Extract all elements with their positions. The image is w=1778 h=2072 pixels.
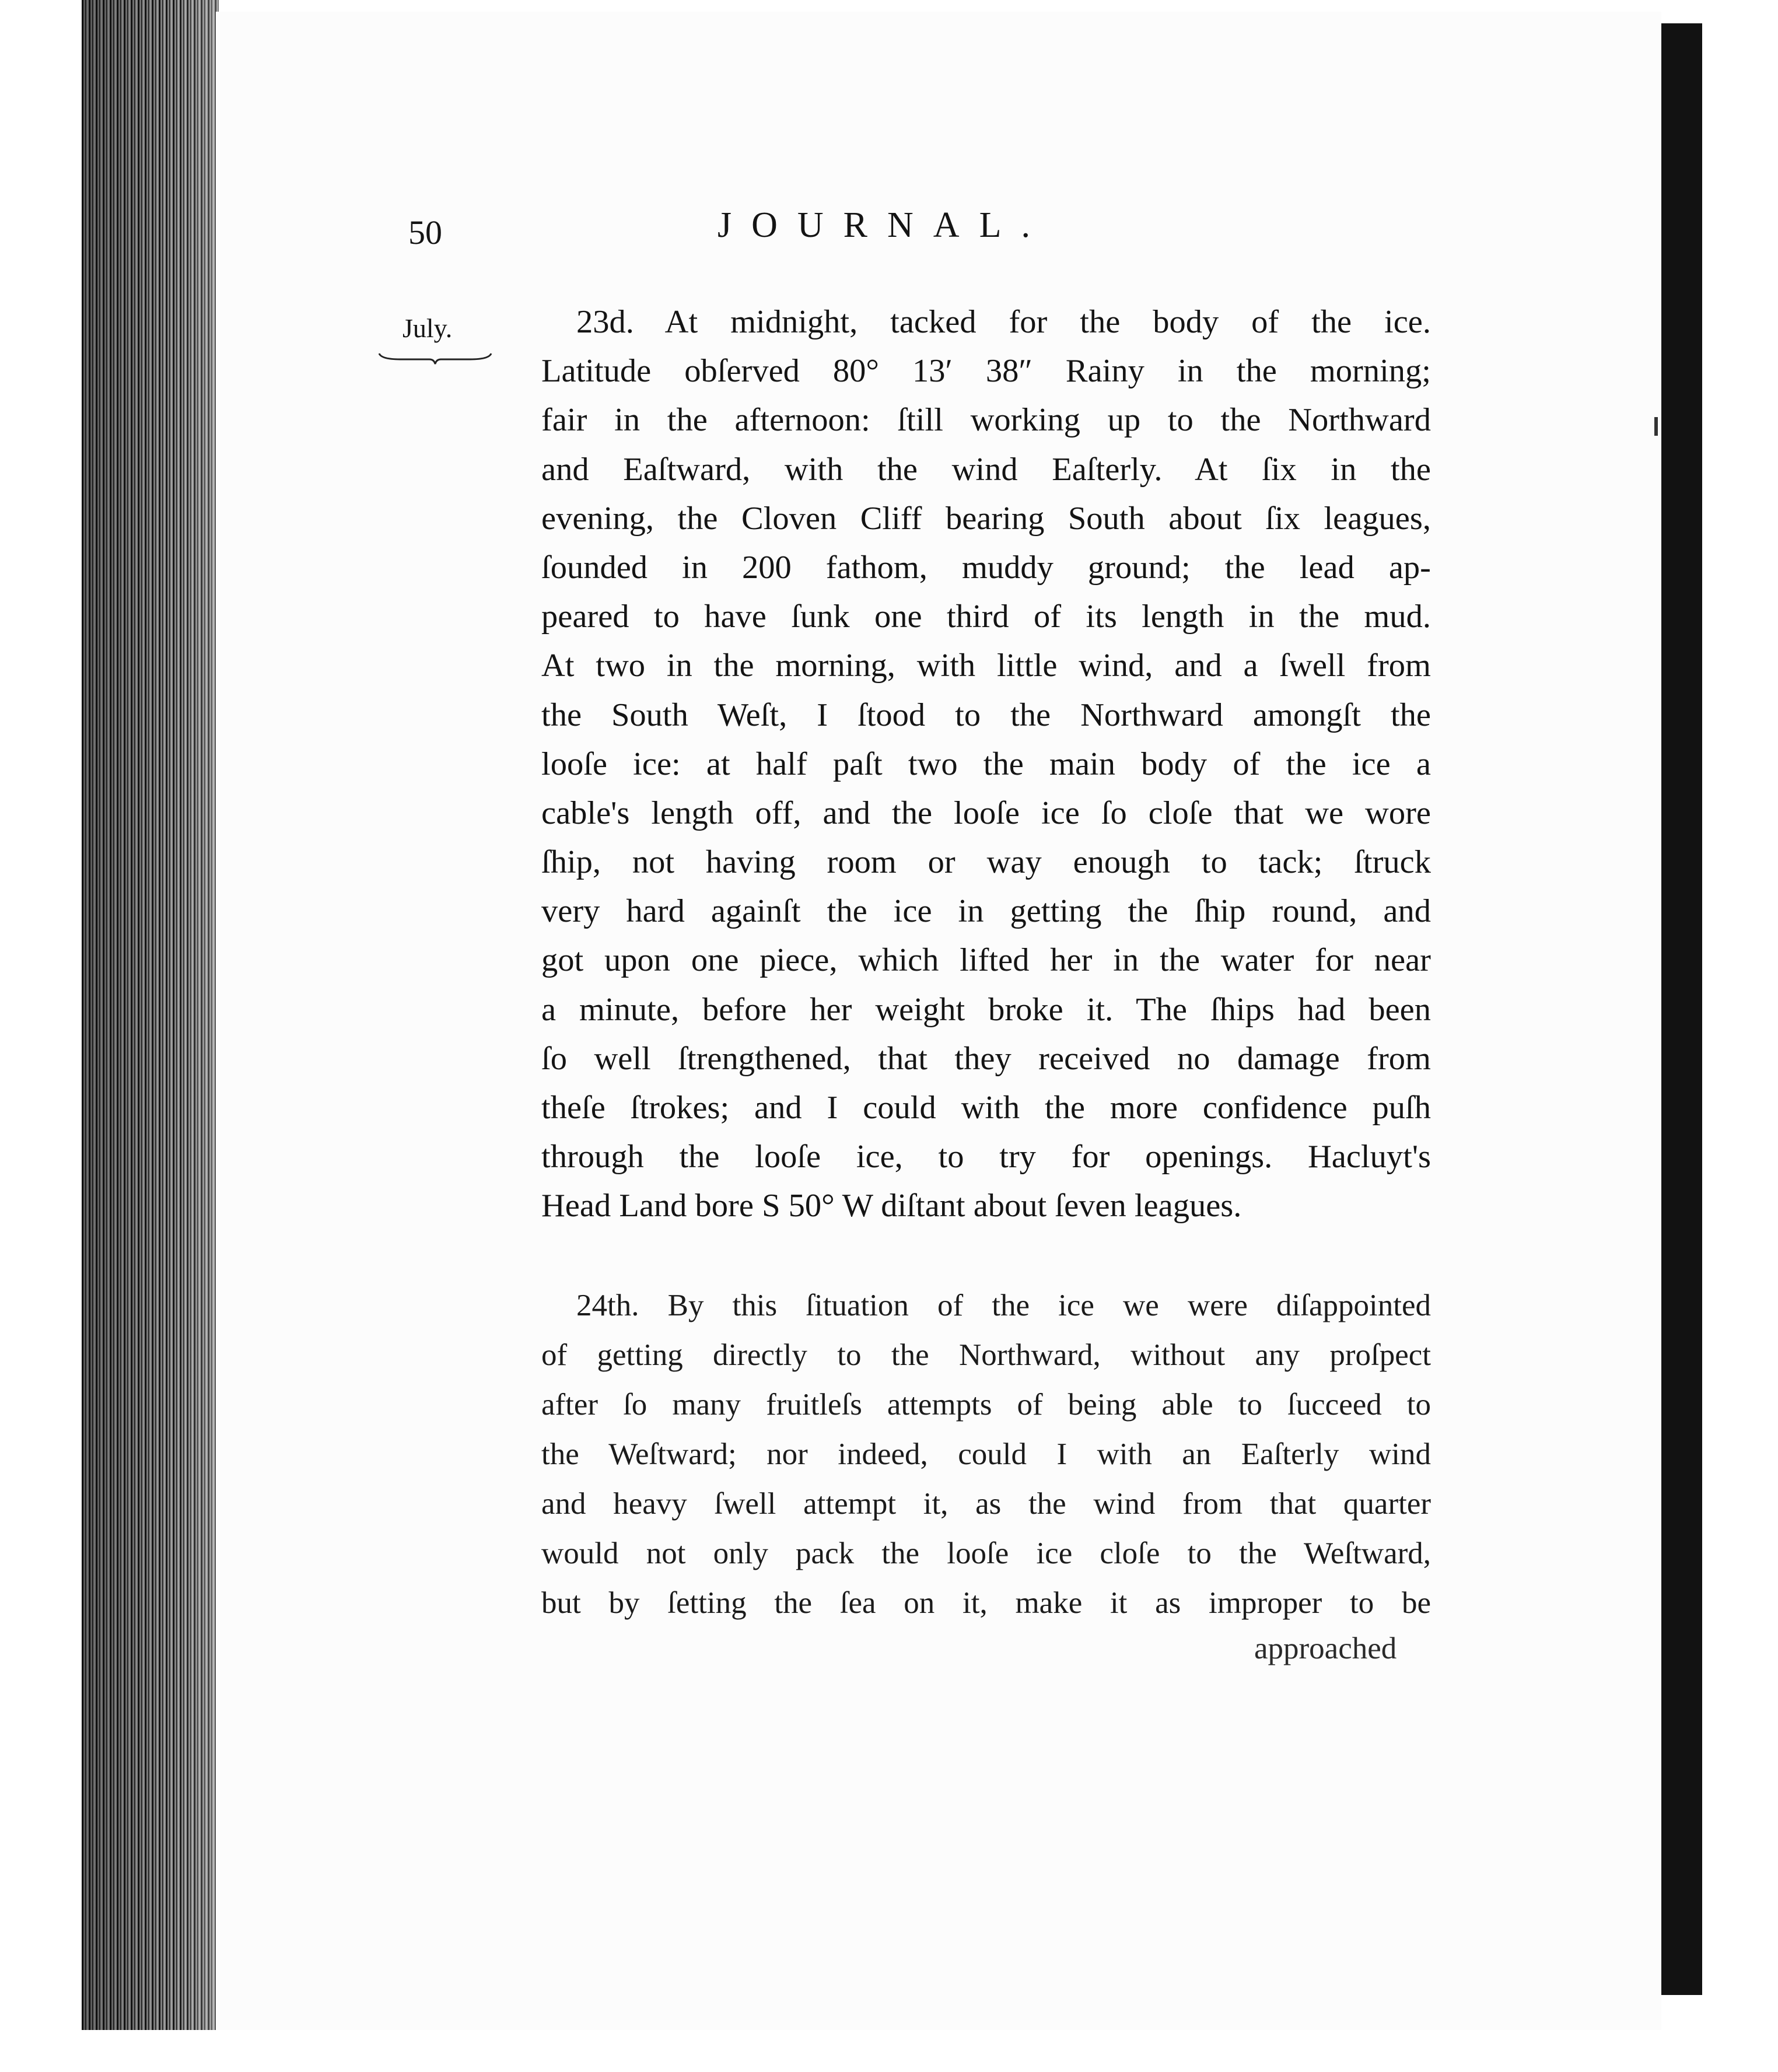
text-line: the South Weſt, I ſtood to the Northward amongſt the <box>541 696 1431 733</box>
margin-note-month: July. <box>402 313 453 343</box>
text-line: evening, the Cloven Cliff bearing South about ſix leagues, <box>541 500 1431 537</box>
text-line: ſo well ſtrengthened, that they received no damage from <box>541 1040 1431 1077</box>
text-line: through the looſe ice, to try for openings. Hacluyt's <box>541 1139 1431 1175</box>
text-line: the Weſtward; nor indeed, could I with an Eaſterly wind <box>541 1437 1431 1471</box>
scan-margin-right <box>1702 0 1778 2072</box>
text-line: At two in the morning, with little wind, and a ſwell from <box>541 648 1431 684</box>
scan-margin-bottom <box>0 2030 1778 2072</box>
text-line: 24th. By this ſituation of the ice we were diſappointed <box>576 1289 1431 1322</box>
text-line: theſe ſtrokes; and I could with the more confidence puſh <box>541 1090 1431 1126</box>
text-line: of getting directly to the Northward, without any proſpect <box>541 1338 1431 1372</box>
journal-entry-24 <box>541 1281 1431 1628</box>
text-line: got upon one piece, which lifted her in the water for near <box>541 942 1431 979</box>
text-line: peared to have ſunk one third of its length in the mud. <box>541 598 1431 635</box>
text-line: and heavy ſwell attempt it, as the wind from that quarter <box>541 1487 1431 1521</box>
running-head: JOURNAL. <box>718 205 1050 245</box>
margin-brace-ornament <box>377 351 494 365</box>
text-line: a minute, before her weight broke it. The ſhips had been <box>541 991 1431 1028</box>
text-line: but by ſetting the ſea on it, make it as improper to be <box>541 1586 1431 1620</box>
text-line: ſhip, not having room or way enough to tack; ſtruck <box>541 844 1431 881</box>
text-line: after ſo many fruitleſs attempts of being able to ſucceed to <box>541 1388 1431 1422</box>
text-line: and Eaſtward, with the wind Eaſterly. At ſix in the <box>541 451 1431 488</box>
text-line: ſounded in 200 fathom, muddy ground; the lead ap- <box>541 549 1431 586</box>
text-line: very hard againſt the ice in getting the ſhip round, and <box>541 893 1431 930</box>
text-line: would not only pack the looſe ice cloſe to the Weſtward, <box>541 1536 1431 1570</box>
text-line: cable's length off, and the looſe ice ſo cloſe that we wore <box>541 794 1431 831</box>
text-line: fair in the afternoon: ſtill working up to the Northward <box>541 402 1431 439</box>
journal-entry-23 <box>541 298 1431 1231</box>
catchword: approached <box>1254 1632 1397 1665</box>
text-line: Head Land bore S 50° W diſtant about ſeven leagues. <box>541 1188 1242 1224</box>
facing-page-edge <box>1661 23 1702 1995</box>
text-line: looſe ice: at half paſt two the main body of the ice a <box>541 746 1431 782</box>
text-line: Latitude obſerved 80° 13′ 38″ Rainy in the morning; <box>541 353 1431 390</box>
book-page-edges <box>82 0 219 2072</box>
scan-artifact-mark <box>1654 417 1658 436</box>
text-line: 23d. At midnight, tacked for the body of the ice. <box>576 304 1431 340</box>
page-number: 50 <box>408 214 442 251</box>
